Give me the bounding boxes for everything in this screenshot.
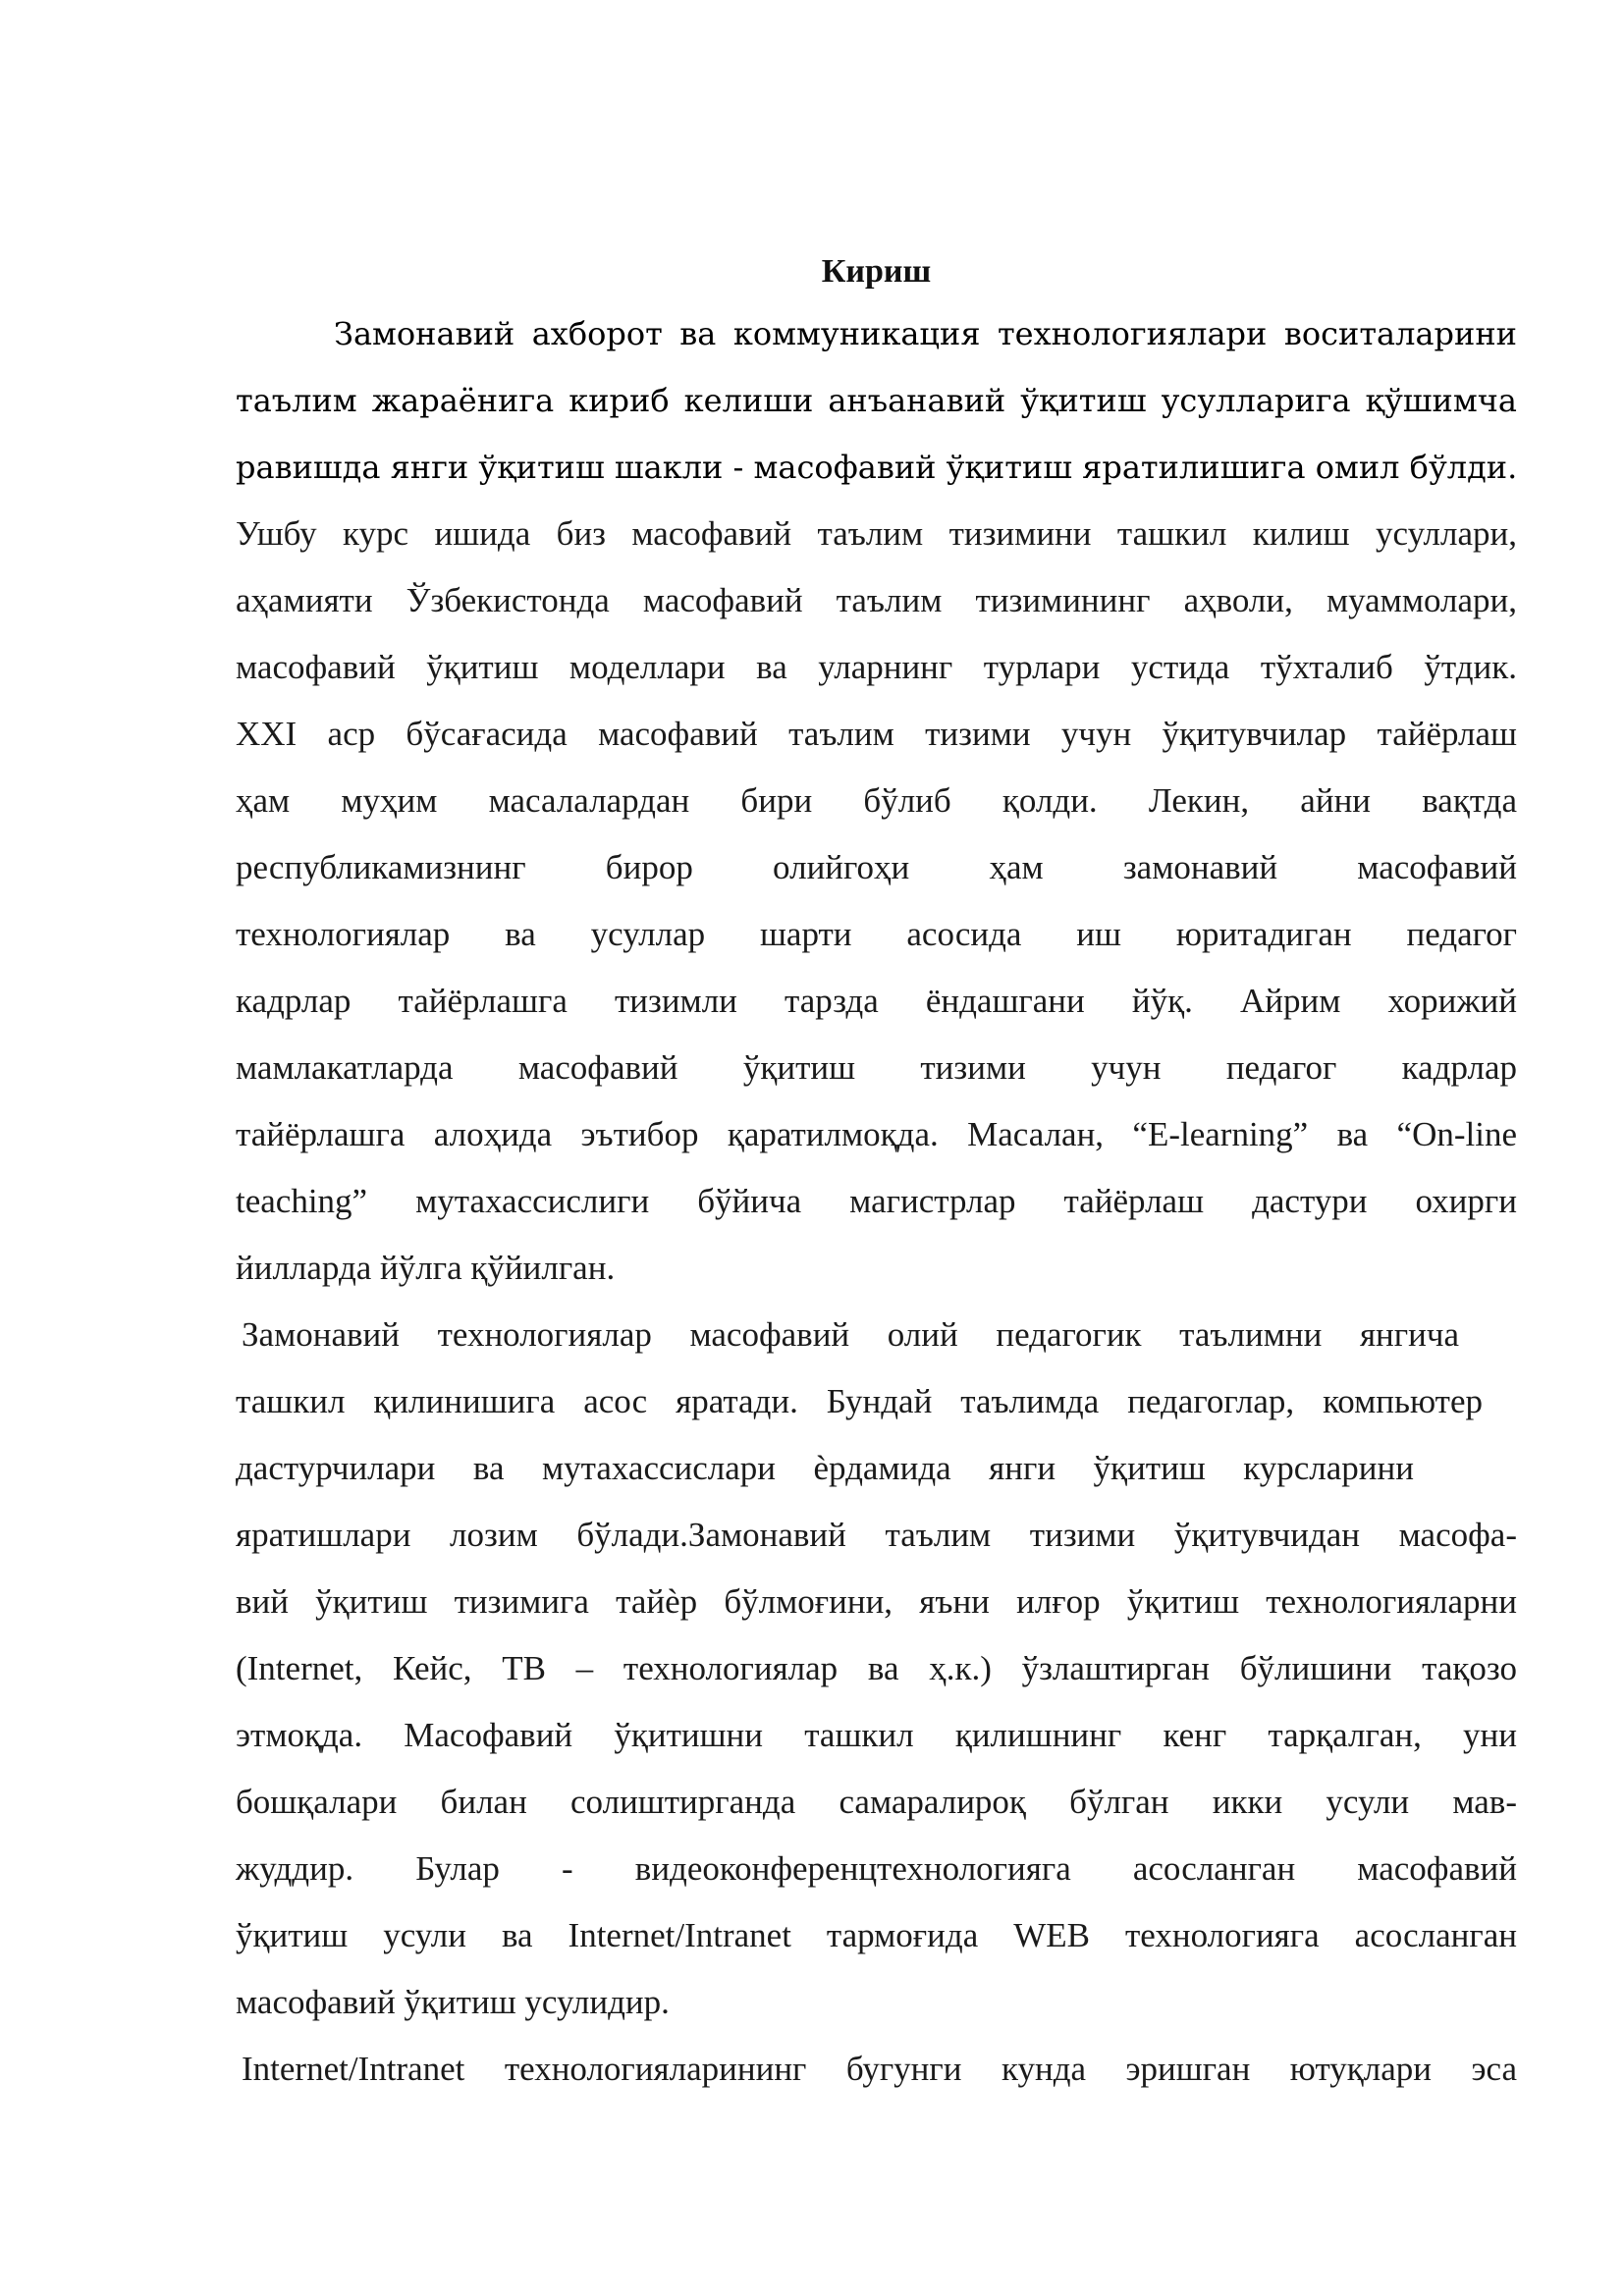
page-title: Кириш <box>821 253 932 290</box>
paragraph-line: яратишлари лозим бўлади.Замонавий таълим тизими ўқитувчидан масофа- <box>236 1516 1517 1554</box>
paragraph-line: республикамизнинг бирор олийгоҳи ҳам замонавий масофавий <box>236 848 1517 886</box>
paragraph-line: Замонавий ахборот ва коммуникация технологиялари воситаларини <box>334 315 1517 352</box>
paragraph-line: бошқалари билан солиштирганда самаралироқ бўлган икки усули мав- <box>236 1783 1517 1821</box>
paragraph-line: Замонавий технологиялар масофавий олий педагогик таълимни янгича <box>242 1315 1459 1354</box>
paragraph-line: ҳам муҳим масалалардан бири бўлиб қолди. Лекин, айни вақтда <box>236 781 1517 820</box>
paragraph-line: teaching” мутахассислиги бўйича магистрлар тайёрлаш дастури охирги <box>236 1182 1517 1220</box>
paragraph-line: (Internet, Кейс, ТВ – технологиялар ва ҳ.к.) ўзлаштирган бўлишини тақозо <box>236 1649 1517 1687</box>
paragraph-line: вий ўқитиш тизимига тайѐр бўлмоғини, яъни илғор ўқитиш технологияларни <box>236 1582 1517 1621</box>
paragraph-line: равишда янги ўқитиш шакли - масофавий ўқитиш яратилишига омил бўлди. <box>236 449 1518 486</box>
paragraph-line: масофавий ўқитиш усулидир. <box>236 1983 670 2021</box>
paragraph-line: этмоқда. Масофавий ўқитишни ташкил қилишнинг кенг тарқалган, уни <box>236 1716 1517 1754</box>
paragraph-line: ташкил қилинишига асос яратади. Бундай таълимда педагоглар, компьютер <box>236 1382 1483 1420</box>
paragraph-line: масофавий ўқитиш моделлари ва уларнинг турлари устида тўхталиб ўтдик. <box>236 648 1517 686</box>
paragraph-line: тайёрлашга алоҳида эътибор қаратилмоқда. Масалан, “E-learning” ва “On-line <box>236 1115 1517 1153</box>
paragraph-line: Ушбу курс ишида биз масофавий таълим тизимини ташкил килиш усуллари, <box>236 514 1517 553</box>
paragraph-line: XXI аср бўсағасида масофавий таълим тизими учун ўқитувчилар тайёрлаш <box>236 715 1517 753</box>
paragraph-line: мамлакатларда масофавий ўқитиш тизими учун педагог кадрлар <box>236 1048 1517 1087</box>
paragraph-line: таълим жараёнига кириб келиши анъанавий ўқитиш усулларига қўшимча <box>236 382 1517 419</box>
paragraph-line: йилларда йўлга қўйилган. <box>236 1249 616 1287</box>
paragraph-line: аҳамияти Ўзбекистонда масофавий таълим тизимининг аҳволи, муаммолари, <box>236 581 1517 619</box>
paragraph-line: дастурчилари ва мутахассислари ѐрдамида янги ўқитиш курсларини <box>236 1449 1414 1487</box>
paragraph-line: ўқитиш усули ва Internet/Intranet тармоғида WEB технологияга асосланган <box>236 1916 1517 1954</box>
paragraph-line: Internet/Intranet технологияларининг бугунги кунда эришган ютуқлари эса <box>242 2050 1517 2088</box>
paragraph-line: жуддир. Булар - видеоконференцтехнологияга асосланган масофавий <box>236 1849 1517 1888</box>
paragraph-line: кадрлар тайёрлашга тизимли тарзда ёндашгани йўқ. Айрим хорижий <box>236 982 1517 1020</box>
paragraph-line: технологиялар ва усуллар шарти асосида иш юритадиган педагог <box>236 915 1517 953</box>
